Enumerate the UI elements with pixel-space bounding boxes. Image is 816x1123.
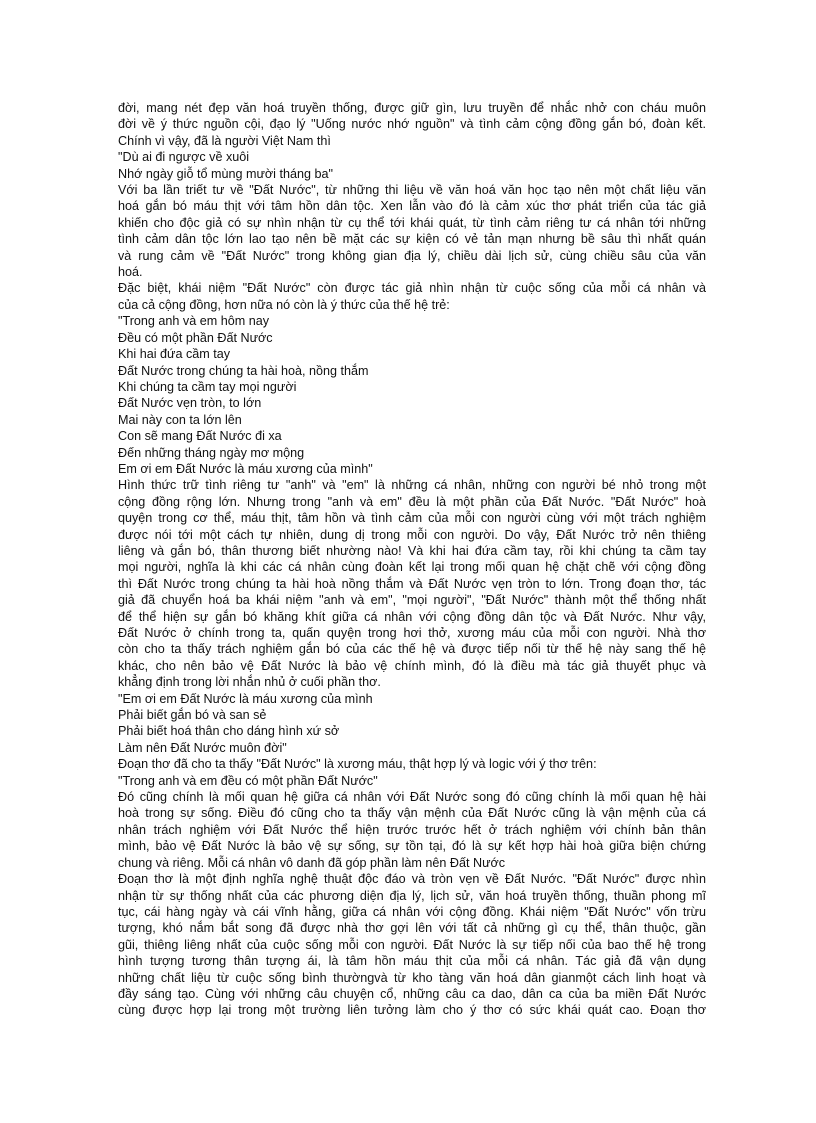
text-line: tục, cái hàng ngày và cái vĩnh hằng, giữa cá nhân với cộng đồng. Khái niệm "Đất Nước" vốn trừu	[118, 904, 706, 919]
text-line: hoá gắn bó máu thịt với tâm hồn dân tộc. Xen lẫn vào đó là cảm xúc thơ phát triển của tác giả	[118, 199, 706, 214]
text-line: Làm nên Đất Nước muôn đời"	[118, 740, 287, 755]
text-line: Khi hai đứa cầm tay	[118, 347, 231, 362]
text-line: hoá.	[118, 265, 143, 280]
text-line: Đoạn thơ là một định nghĩa nghệ thuật độc đáo và tròn vẹn về Đất Nước. "Đất Nước" được nhìn	[118, 872, 706, 887]
text-line: thì Đất Nước trong chúng ta hài hoà nồng thắm và Đất Nước vẹn tròn to lớn. Trong đoạn thơ, tác	[118, 576, 706, 591]
text-line: khiến cho độc giả có sự nhìn nhận từ cụ thể tới khái quát, từ tình cảm riêng tư cá nhân tới những	[118, 215, 706, 230]
text-line: Phải biết hoá thân cho dáng hình xứ sở	[118, 724, 340, 739]
text-line: hoà trong sự sống. Điều đó cũng cho ta thấy vận mệnh của Đất Nước cũng là vận mệnh của cá	[118, 806, 706, 821]
text-line: Con sẽ mang Đất Nước đi xa	[118, 429, 282, 444]
text-line: Đất Nước ở chính trong ta, quấn quyện trong hơi thở, xương máu của mỗi con người. Nhà thơ	[118, 626, 706, 640]
text-line: Với ba lần triết tư về "Đất Nước", từ những thi liệu về văn hoá văn học tạo nên một chất liệu văn	[118, 183, 706, 198]
text-line: "Trong anh và em hôm nay	[118, 314, 270, 329]
text-line: đời về ý thức nguồn cội, đạo lý "Uống nước nhớ nguồn" và tình cảm cộng đồng gắn bó, đoàn kết.	[118, 117, 706, 132]
text-line: tượng, khó nắm bắt song đã được nhà thơ gợi lên với tất cả những gì cụ thể, thân thuộc, gần	[118, 921, 706, 936]
text-line: khác, cho nên bảo vệ Đất Nước là bảo vệ chính mình, đó là điều mà tác giả thuyết phục và	[118, 658, 706, 673]
text-line: còn cho ta thấy trách nghiệm gắn bó của các thế hệ và được tiếp nối từ thế hệ này sang thế hệ	[118, 642, 706, 657]
text-line: Mai này con ta lớn lên	[118, 412, 242, 427]
text-line: và rung cảm về "Đất Nước" trong không gian địa lý, chiều dài lịch sử, cùng chiều sâu của văn	[118, 248, 706, 263]
text-line: Đoạn thơ đã cho ta thấy "Đất Nước" là xương máu, thật hợp lý và logic với ý thơ trên:	[118, 757, 597, 772]
text-line: nhân trách nghiệm với Đất Nước thể hiện trước trước hết ở trách nghiệm với chính bản thân	[118, 822, 706, 837]
text-line: tình cảm dân tộc lớn lao tạo nên bề mặt các sự kiện có vẻ tản mạn nhưng bề sâu thì nhất quán	[118, 232, 706, 247]
text-line: mọi người, nghĩa là khi các cá nhân cùng đoàn kết lại trong mối quan hệ chặt chẽ với cộng đồng	[118, 560, 706, 575]
text-line: Phải biết gắn bó và san sẻ	[118, 708, 267, 723]
text-line: đời, mang nét đẹp văn hoá truyền thống, được giữ gìn, lưu truyền để nhắc nhở con cháu muôn	[118, 101, 706, 115]
text-line: Đến những tháng ngày mơ mộng	[118, 445, 305, 460]
text-line: để thể hiện sự gắn bó khăng khít giữa cá nhân với cộng đồng dân tộc và Đất Nước. Như vậy,	[118, 609, 706, 624]
text-line: đầy sáng tạo. Cùng với những câu chuyện cổ, những câu ca dao, dân ca của ba miền Đất Nước	[118, 986, 706, 1001]
text-line: mình, bảo vệ Đất Nước là bảo vệ sự sống, sự tồn tại, đó là sự kết hợp hài hoà giữa biện chứng	[118, 839, 706, 854]
text-line: hình tượng tương thân tượng ái, là tâm hồn máu thịt của mỗi cá nhân. Tác giả đã vận dụng	[118, 954, 706, 969]
text-line: Nhớ ngày giỗ tổ mùng mười tháng ba"	[118, 166, 333, 181]
text-line: Em ơi em Đất Nước là máu xương của mình"	[118, 461, 373, 476]
text-line: chung và riêng. Mỗi cá nhân vô danh đã góp phần làm nên Đất Nước	[118, 855, 506, 870]
text-line: được nói tới một cách tự nhiên, dung dị trong mỗi con người. Do vậy, Đất Nước trở nên thiêng	[118, 527, 706, 542]
text-line: những chất liệu từ cuộc sống bình thườngvà từ kho tàng văn hoá dân gianmột cách linh hoạt và	[118, 970, 706, 985]
text-line: của cả cộng đồng, hơn nữa nó còn là ý thức của thế hệ trẻ:	[118, 297, 450, 312]
text-line: cộng đồng rộng lớn. Nhưng trong "anh và em" đều là một phần của Đất Nước. "Đất Nước" hoà	[118, 494, 706, 509]
text-line: Đặc biệt, khái niệm "Đất Nước" còn được tác giả nhìn nhận từ cuộc sống của mỗi cá nhân và	[118, 281, 706, 296]
text-line: Đất Nước trong chúng ta hài hoà, nồng thắm	[118, 363, 369, 378]
text-line: cùng được hợp lại trong một trường liên tưởng làm cho ý thơ có sức khái quát cao. Đoạn thơ	[118, 1003, 706, 1018]
text-line: "Dù ai đi ngược về xuôi	[118, 150, 250, 165]
text-line: giả đã chuyển hoá ba khái niệm "anh và em", "mọi người", "Đất Nước" thành một thể thống nhất	[118, 593, 706, 608]
text-line: Đất Nước vẹn tròn, to lớn	[118, 396, 262, 411]
text-line: liêng và gắn bó, thân thương biết nhường nào! Và khi hai đứa cầm tay, rồi khi chúng ta cầm tay	[118, 543, 706, 558]
text-line: Đều có một phần Đất Nước	[118, 330, 273, 345]
text-line: quyện trong cơ thể, máu thịt, tâm hồn và tình cảm của mỗi con người cùng với một trách nghiệm	[118, 511, 706, 526]
text-line: gũi, thiêng liêng nhất của cuộc sống mỗi con người. Đất Nước là sự tiếp nối của bao thế hệ trong	[118, 937, 706, 952]
text-line: khẳng định trong lời nhắn nhủ ở cuối phần thơ.	[118, 675, 381, 690]
text-line: Chính vì vậy, đã là người Việt Nam thì	[118, 133, 331, 148]
text-line: "Trong anh và em đều có một phần Đất Nước"	[118, 773, 378, 788]
text-line: "Em ơi em Đất Nước là máu xương của mình	[118, 691, 373, 706]
text-line: Khi chúng ta cầm tay mọi người	[118, 379, 297, 394]
document-body	[118, 100, 706, 1019]
text-line: Đó cũng chính là mối quan hệ giữa cá nhân với Đất Nước song đó cũng chính là mối quan hệ hài	[118, 790, 706, 805]
text-line: nhận từ sự thống nhất của các phương diện địa lý, lịch sử, văn hoá truyền thống, thuần phong mĩ	[118, 888, 706, 903]
text-line: Hình thức trữ tình riêng tư "anh" và "em" là những cá nhân, những con người bé nhỏ trong một	[118, 478, 706, 493]
